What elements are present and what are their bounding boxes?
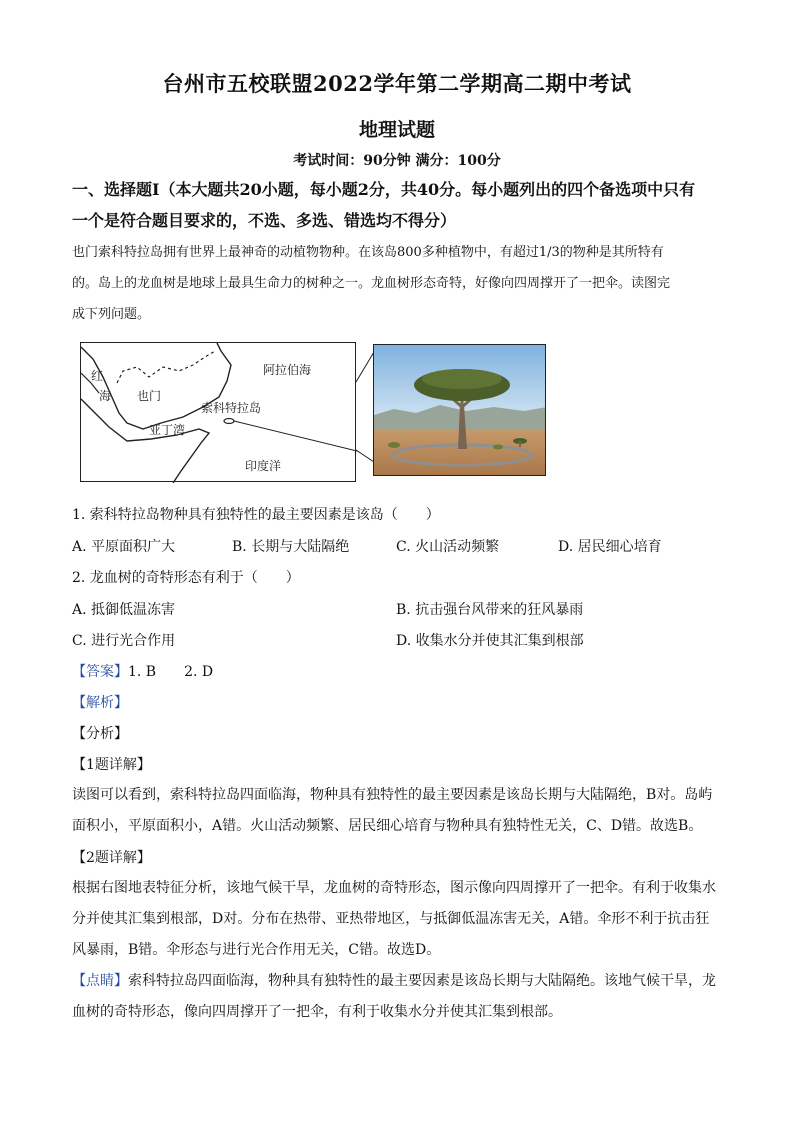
red-sea-label-1: 红 [91,369,104,383]
dianjing-label: 【点睛】 [72,973,128,989]
socotra-label: 索科特拉岛 [201,401,262,415]
q1-option-b: B. 长期与大陆隔绝 [232,539,350,555]
detail1-paragraph [72,780,724,842]
detail1-line2: 面积小，平原面积小，A错。火山活动频繁、居民细心培育与物种具有独特性无关，C、D错。故选B。 [72,818,703,834]
q2-option-d: D. 收集水分并使其汇集到根部 [396,633,584,649]
indian-ocean-label: 印度洋 [245,459,282,473]
fenxi-label: 【分析】 [72,726,128,742]
dianjing-paragraph [72,966,724,1028]
intro-line1: 也门索科特拉岛拥有世界上最神奇的动植物物种。在该岛800多种植物中，有超过1/3的物种是其所特有 [72,245,664,260]
q1-option-d: D. 居民细心培育 [558,539,662,555]
q2-option-a: A. 抵御低温冻害 [72,602,176,618]
socotra-island [224,419,234,424]
yemen-label: 也门 [137,389,162,403]
detail2-heading [72,847,151,867]
q2-option-c: C. 进行光合作用 [72,633,176,649]
dianjing-line2: 血树的奇特形态，像向四周撑开了一把伞，有利于收集水分并使其汇集到根部。 [72,1004,562,1020]
question-2-stem: 2. 龙血树的奇特形态有利于（ ） [72,570,300,586]
yemen-border [117,351,215,383]
gulf-of-aden-label: 亚丁湾 [149,423,186,437]
detail1-label: 【1题详解】 [72,757,151,773]
detail1-line1: 读图可以看到，索科特拉岛四面临海，物种具有独特性的最主要因素是该岛长期与大陆隔绝，B对。岛屿 [72,787,713,803]
q1-option-a: A. 平原面积广大 [72,539,176,555]
pointer-line-lower [234,421,357,451]
intro-line3: 成下列问题。 [72,307,151,322]
question-1-stem: 1. 索科特拉岛物种具有独特性的最主要因素是该岛（ ） [72,507,440,523]
section-heading-line2: 一个是符合题目要求的，不选、多选、错选均不得分） [72,211,457,230]
red-sea-label-2: 海 [99,389,112,403]
arabian-coastline [81,343,231,429]
fenxi-line [72,723,128,743]
dragon-tree-photo [373,344,546,476]
answer-text: 1. B 2. D [128,664,214,680]
exam-title: 台州市五校联盟2022学年第二学期高二期中考试 [162,71,632,96]
dragon-tree-illustration [374,345,546,476]
subject-title: 地理试题 [358,119,435,141]
africa-coastline [81,399,209,483]
analysis-line [72,692,128,712]
intro-paragraph [72,237,722,330]
detail1-heading [72,754,151,774]
detail2-line1: 根据右图地表特征分析，该地气候干旱，龙血树的奇特形态，图示像向四周撑开了一把伞。有利于收集水 [72,880,716,896]
analysis-label: 【解析】 [72,695,128,711]
detail2-line3: 风暴雨，B错。伞形态与进行光合作用无关，C错。故选D。 [72,942,441,958]
figure [80,342,715,482]
intro-line2: 的。岛上的龙血树是地球上最具生命力的树种之一。龙血树形态奇特，好像向四周撑开了一把伞。读图完 [72,276,671,291]
answer-label: 【答案】 [72,664,128,680]
detail2-line2: 分并使其汇集到根部，D对。分布在热带、亚热带地区，与抵御低温冻害无关，A错。伞形不利于抗击狂 [72,911,710,927]
detail2-label: 【2题详解】 [72,850,151,866]
answer-line [72,661,213,681]
exam-info: 考试时间：90分钟 满分：100分 [293,153,501,169]
dianjing-line1: 索科特拉岛四面临海，物种具有独特性的最主要因素是该岛长期与大陆隔绝。该地气候干旱，龙 [128,973,716,989]
section-heading-line1: 一、选择题Ⅰ（本大题共20小题，每小题2分，共40分。每小题列出的四个备选项中只有 [72,180,696,199]
q1-option-c: C. 火山活动频繁 [396,539,500,555]
arabian-sea-label: 阿拉伯海 [263,363,312,377]
section-heading [72,174,724,236]
detail2-paragraph [72,873,724,966]
q2-option-b: B. 抗击强台风带来的狂风暴雨 [396,602,584,618]
region-map [80,342,356,482]
